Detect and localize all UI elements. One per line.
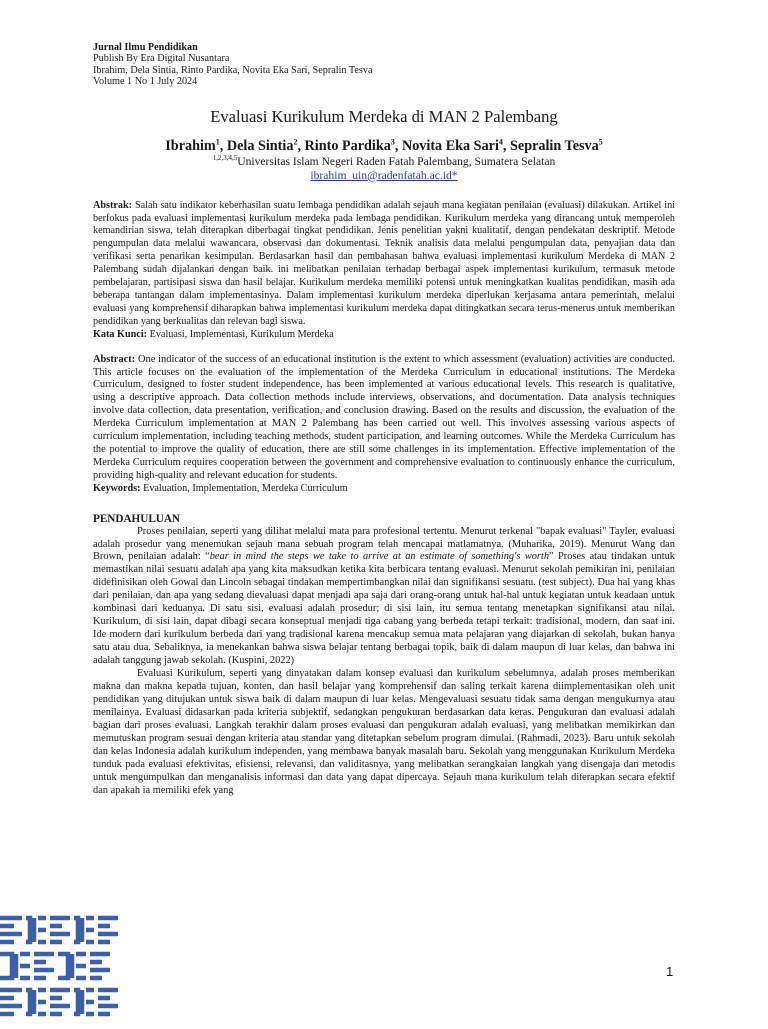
publisher-line: Publish By Era Digital Nusantara [93,53,230,65]
section-heading: PENDAHULUAN [93,512,181,525]
kata-kunci-text: Evaluasi, Implementasi, Kurikulum Merdeka [149,328,334,340]
volume-line: Volume 1 No 1 July 2024 [93,76,198,88]
author-sup: 3 [390,136,395,146]
kata-kunci-line [93,329,675,342]
keywords-label: Keywords: [93,482,141,494]
paper-page [93,42,675,798]
keywords-line [93,483,675,496]
kata-kunci-label: Kata Kunci: [93,328,148,340]
author-name: Sepralin Tesva [510,137,599,154]
running-authors: Ibrahim, Dela Sintia, Rinto Pardika, Novita Eka Sari, Sepralin Tesva [93,64,373,76]
paper-title: Evaluasi Kurikulum Merdeka di MAN 2 Palembang [210,106,558,126]
affiliation-sup: 1,2,3,4,5 [212,153,238,162]
quote-text: bear in mind the steps we take to arrive at an estimate of something's worth [209,551,550,563]
publisher-logo-icon [0,912,128,1029]
abstract-text: One indicator of the success of an educational institution is the extent to which assessment (evaluation) activities are conducted. This article focuses on the evaluation of the implementation of the Merdeka Curriculum in educational institutions. The Merdeka Curriculum, designed to foster student independence, has been implemented at various educational levels. This research is qualitative, using a descriptive approach. Data collection methods include interviews, observations, and documentation. Data analysis techniques involve data collection, data presentation, verification, and conclusion drawing. Based on the results and discussion, the evaluation of the Merdeka Curriculum implementation at MAN 2 Palembang has been carried out well. This involves assessing various aspects of curriculum implementation, including teaching methods, student participation, and learning outcomes. While the Merdeka Curriculum has the potential to improve the quality of education, there are still some challenges in its implementation. Effective implementation of the Merdeka Curriculum requires cooperation between the government and comprehensive evaluation to continuously enhance the curriculum, providing high-quality and relevant education for students. [93,353,675,481]
abstrak-label: Abstrak: [93,199,133,211]
abstrak-text: Salah satu indikator keberhasilan suatu lembaga pendidikan adalah sejauh mana kegiatan penilaian (evaluasi) dilakukan. Artikel ini berfokus pada evaluasi implementasi kurikulum merdeka pada lembaga pendidikan. Kurikulum merdeka yang dirancang untuk memperoleh kemandirian siswa, telah diterapkan diberbagai tingkat pendidikan. Jenis penelitian yakni kualitatif, dengan pendekatan deskriptif. Metode pengumpulan data melalui wawancara, observasi dan dokumentasi. Teknik analisis data melalui pengumpulan data, penyajian data dan verifikasi serta penarikan kesimpulan. Berdasarkan hasil dan pembahasan bahwa evaluasi implementasi kurikulum Merdeka di MAN 2 Palembang sudah dijalankan dengan baik. ini melibatkan penilaian terhadap berbagai aspek implementasi kurikulum, termasuk metode pembelajaran, partisipasi siswa dan hasil belajar. Kurikulum merdeka memiliki potensi untuk meningkatkan kualitas pendidikan, masih ada beberapa tantangan dalam implementasinya. Dalam implementasi kurikulum merdeka diperlukan kerjasama antara pemerintah, melalui evaluasi yang komprehensif diharapkan bahwa implementasi kurikulum merdeka dapat ditingkatkan secara terus-menerus untuk memberikan pendidikan yang berkualitas dan relevan bagi siswa. [93,199,676,327]
keywords-text: Evaluation, Implementation, Merdeka Curriculum [143,482,348,494]
author-sup: 2 [293,136,298,146]
author-sup: 5 [598,136,603,146]
paragraph-text: Proses penilaian, seperti yang dilihat melalui mata para profesional tertentu. Menurut terkenal "bapak evaluasi" Tayler, evaluasi adalah prosedur yang menemukan sejauh mana sebuah program telah mencapai matlamatnya. (Muharika, 2019). Menurut Wang dan Brown, penilaian adalah: “ [93,525,675,563]
abstract-block [93,354,675,483]
paragraph-text: ” Proses atau tindakan untuk memastikan nilai sesuatu adalah apa yang kita maksudkan ketika kita berbicara tentang evaluasi. Menurut sekolah pemikiran ini, penilaian didefinisikan oleh Gowal dan Lincoln sebagai tindakan mempertimbangkan nilai dan signifikansi sesuatu. (test subject). Dua hal yang khas dari penilaian, dan apa yang sedang dievaluasi dapat menjadi apa saja dari orang-orang untuk hal-hal untuk kegiatan untuk keadaan untuk kombinasi dari keduanya. Di satu sisi, evaluasi adalah prosedur; di sisi lain, itu semua tentang menetapkan signifikansi atau nilai. Kurikulum, di sisi lain, dapat dibagi secara konseptual menjadi tiga cabang yang berbeda tetapi terkait: tradisional, modern, dan saat ini. Ide modern dari kurikulum berbeda dari yang tradisional karena mencakup semua mata pelajaran yang diajarkan di sekolah, bukan hanya satu atau dua. Sebaliknya, ia menekankan bahwa siswa belajar tentang berbagai topik, baik di dalam maupun di luar kelas, dan bahwa ini adalah tanggung jawab sekolah. (Kuspini, 2022) [93,551,675,667]
body-paragraph [93,526,675,668]
author-name: Novita Eka Sari [401,137,499,154]
author-sup: 4 [498,136,503,146]
journal-name: Jurnal Ilmu Pendidikan [93,42,198,53]
journal-header [93,42,675,88]
abstrak-block [93,200,675,329]
abstract-label: Abstract: [93,353,136,365]
email-line [93,169,675,183]
author-name: Dela Sintia [226,137,294,154]
author-name: Ibrahim [165,137,216,154]
author-list: Ibrahim$^1$, Dela Sintia$^2$, Rinto Pardika$^3$, Novita Eka Sari$^4$, Sepralin Tesva$^5$ [165,136,603,154]
author-name: Rinto Pardika [304,137,391,154]
page-number: 1 [666,964,674,979]
affiliation [93,155,675,169]
email-link[interactable]: ibrahim_uin@radenfatah.ac.id* [310,168,458,182]
body-paragraph: Evaluasi Kurikulum, seperti yang dinyatakan dalam konsep evaluasi dan kurikulum sebelumnya, adalah proses memberikan makna dan makna kepada tujuan, konten, dan hasil belajar yang komprehensif dan saling terkait karena diimplementasikan oleh unit pendidikan yang ditujukan untuk siswa baik di dalam maupun di luar kelas. Mengevaluasi sesuatu tidak sama dengan mengukurnya atau menilainya. Evaluasi didasarkan pada kriteria subjektif, sedangkan pengukuran berdasarkan data keras. Pengukuran dan evaluasi adalah bagian dari proses evaluasi. Langkah terakhir dalam proses evaluasi dan pengukuran adalah evaluasi, yang melibatkan memikirkan dan memutuskan program sesuai dengan kriteria atau standar yang ditetapkan sebelum program dimulai. (Rahmadi, 2023). Baru untuk sekolah dan kelas Indonesia adalah kurikulum independen, yang membawa banyak masalah baru. Sekolah yang menggunakan Kurikulum Merdeka tunduk pada evaluasi efektivitas, efisiensi, relevansi, dan validitasnya, yang melibatkan serangkaian langkah yang disengaja dan metodis untuk mengumpulkan dan menganalisis informasi dan data yang dapat dipercaya. Sejauh mana kurikulum telah diterapkan secara efektif dan apakah ia memiliki efek yang [93,668,675,796]
author-sup: 1 [215,136,220,146]
affiliation-text: Universitas Islam Negeri Raden Fatah Palembang, Sumatera Selatan [237,154,556,168]
